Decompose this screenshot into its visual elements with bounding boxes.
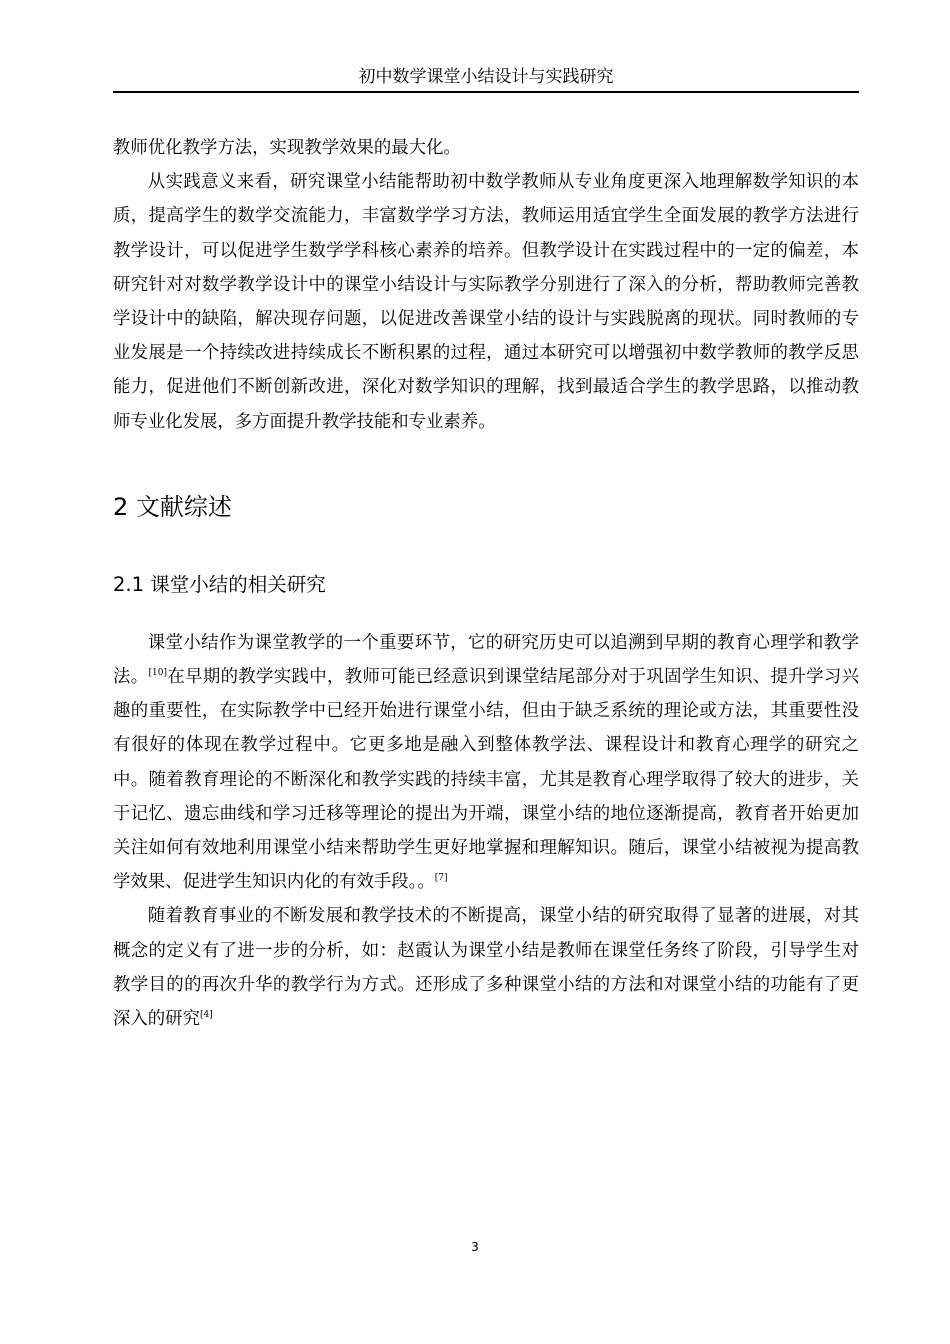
citation-ref: [10] bbox=[148, 668, 167, 679]
running-header: 初中数学课堂小结设计与实践研究 bbox=[358, 67, 614, 87]
page-number: 3 bbox=[471, 1240, 479, 1254]
paragraph-practical-significance: 从实践意义来看，研究课堂小结能帮助初中数学教师从专业角度更深入地理解数学知识的本质，提高学生的数学交流能力，丰富数学学习方法，教师运用适宜学生全面发展的教学方法进行教学设计，可以促进学生数学学科核心素养的培养。但教学设计在实践过程中的一定的偏差，本研究针对对数学教学设计中的课堂小结设计与实际教学分别进行了深入的分析，帮助教师完善教学设计中的缺陷，解决现存问题，以促进改善课堂小结的设计与实践脱离的现状。同时教师的专业发展是一个持续改进持续成长不断积累的过程，通过本研究可以增强初中数学教师的教学反思能力，促进他们不断创新改进，深化对数学知识的理解，找到最适合学生的教学思路，以推动教师专业化发展，多方面提升教学技能和专业素养。 bbox=[113, 172, 859, 432]
paragraph-history bbox=[113, 626, 859, 900]
citation-ref: [7] bbox=[434, 873, 448, 884]
subsection-heading: 2.1 课堂小结的相关研究 bbox=[113, 572, 326, 596]
paragraph-development bbox=[113, 899, 859, 1036]
paragraph-text: 课堂小结作为课堂教学的一个重要环节，它的研究历史可以追溯到早期的教育心理学和教学法。 bbox=[113, 632, 859, 688]
section-heading: 2 文献综述 bbox=[113, 492, 232, 521]
citation-ref: [4] bbox=[199, 1010, 213, 1021]
header-rule bbox=[113, 91, 859, 93]
paragraph-text: 在早期的教学实践中，教师可能已经意识到课堂结尾部分对于巩固学生知识、提升学习兴趣的重要性，在实际教学中已经开始进行课堂小结，但由于缺乏系统的理论或方法，其重要性没有很好的体现在教学过程中。它更多地是融入到整体教学法、课程设计和教育心理学的研究之中。随着教育理论的不断深化和教学实践的持续丰富，尤其是教育心理学取得了较大的进步，关于记忆、遗忘曲线和学习迁移等理论的提出为开端，课堂小结的地位逐渐提高，教育者开始更加关注如何有效地利用课堂小结来帮助学生更好地掌握和理解知识。随后，课堂小结被视为提高教学效果、促进学生知识内化的有效手段。。 bbox=[113, 667, 859, 893]
paragraph-text: 随着教育事业的不断发展和教学技术的不断提高，课堂小结的研究取得了显著的进展，对其概念的定义有了进一步的分析，如：赵霞认为课堂小结是教师在课堂任务终了阶段，引导学生对教学目的的再次升华的教学行为方式。还形成了多种课堂小结的方法和对课堂小结的功能有了更深入的研究 bbox=[113, 906, 859, 1030]
main-text bbox=[113, 131, 859, 1036]
paragraph-continuation: 教师优化教学方法，实现教学效果的最大化。 bbox=[113, 138, 461, 158]
